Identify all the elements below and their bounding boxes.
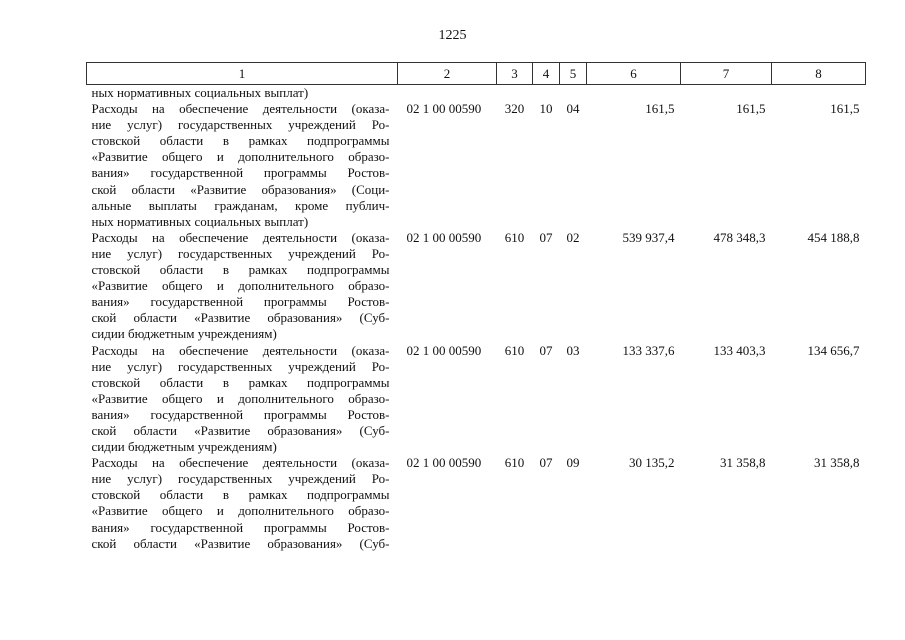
desc-line: стовской области в рамках подпрограммы: [91, 133, 390, 149]
header-col-7: 7: [681, 63, 772, 85]
desc-line: стовской области в рамках подпрограммы: [91, 262, 390, 278]
row-amount-6: 133 337,6: [622, 342, 675, 358]
row-col-4: 07: [539, 229, 553, 245]
row-amount-7: 161,5: [736, 101, 766, 117]
row-description: [87, 101, 398, 230]
desc-line: ской области «Развитие образования» (Соци-: [91, 181, 390, 197]
row-col-3: 610: [504, 342, 525, 358]
row-description: [87, 455, 398, 552]
budget-table: [86, 62, 866, 552]
header-col-1: 1: [87, 63, 398, 85]
table-row: [87, 230, 866, 343]
desc-line: «Развитие общего и дополнительного образо-: [91, 278, 390, 294]
desc-line: сидии бюджетным учреждениям): [91, 326, 277, 342]
row-amount-8: 161,5: [830, 101, 860, 117]
row-amount-8: 454 188,8: [807, 229, 860, 245]
desc-line: ской области «Развитие образования» (Суб-: [91, 422, 390, 438]
header-col-6: 6: [587, 63, 681, 85]
row-col-3: 320: [504, 101, 525, 117]
row-col-4: 07: [539, 455, 553, 471]
desc-line: ных нормативных социальных выплат): [91, 85, 309, 100]
desc-line: стовской области в рамках подпрограммы: [91, 374, 390, 390]
row-amount-7: 31 358,8: [720, 455, 766, 471]
header-col-5: 5: [560, 63, 587, 85]
row-amount-8: 134 656,7: [807, 342, 860, 358]
row-col-5: 04: [566, 101, 580, 117]
desc-line: стовской области в рамках подпрограммы: [91, 487, 390, 503]
desc-line: сидии бюджетным учреждениям): [91, 439, 277, 455]
row-code: 02 1 00 00590: [406, 342, 482, 358]
desc-line: ние услуг) государственных учреждений Ро-: [91, 245, 390, 261]
row-amount-6: 161,5: [645, 101, 675, 117]
row-col-4: 10: [539, 101, 553, 117]
desc-line: вания» государственной программы Ростов-: [91, 519, 390, 535]
row-amount-6: 30 135,2: [629, 455, 675, 471]
header-col-8: 8: [772, 63, 866, 85]
row-code: 02 1 00 00590: [406, 455, 482, 471]
desc-line: ской области «Развитие образования» (Суб-: [91, 310, 390, 326]
header-col-2: 2: [398, 63, 497, 85]
row-code: 02 1 00 00590: [406, 101, 482, 117]
desc-line: ние услуг) государственных учреждений Ро-: [91, 117, 390, 133]
header-col-3: 3: [497, 63, 533, 85]
row-description: [87, 343, 398, 456]
row-col-5: 03: [566, 342, 580, 358]
desc-line: ние услуг) государственных учреждений Ро-: [91, 358, 390, 374]
desc-line: вания» государственной программы Ростов-: [91, 294, 390, 310]
desc-line: вания» государственной программы Ростов-: [91, 165, 390, 181]
row-amount-7: 478 348,3: [713, 229, 766, 245]
row-col-4: 07: [539, 342, 553, 358]
desc-line: Расходы на обеспечение деятельности (оказа-: [91, 229, 390, 245]
page-number: 1225: [438, 28, 467, 43]
table-body: [87, 85, 866, 552]
row-col-3: 610: [504, 455, 525, 471]
row-amount-8: 31 358,8: [814, 455, 860, 471]
table-row: [87, 343, 866, 456]
continuation-text: [87, 85, 398, 102]
header-col-4: 4: [533, 63, 560, 85]
row-code: 02 1 00 00590: [406, 229, 482, 245]
desc-line: «Развитие общего и дополнительного образо-: [91, 503, 390, 519]
table-row: [87, 101, 866, 230]
desc-line: ние услуг) государственных учреждений Ро-: [91, 471, 390, 487]
continuation-row: [87, 85, 866, 102]
desc-line: альные выплаты гражданам, кроме публич-: [91, 197, 390, 213]
desc-line: вания» государственной программы Ростов-: [91, 406, 390, 422]
row-col-3: 610: [504, 229, 525, 245]
desc-line: Расходы на обеспечение деятельности (оказа-: [91, 342, 390, 358]
desc-line: Расходы на обеспечение деятельности (оказа-: [91, 101, 390, 117]
row-description: [87, 230, 398, 343]
row-col-5: 09: [566, 455, 580, 471]
desc-line: Расходы на обеспечение деятельности (оказа-: [91, 455, 390, 471]
row-amount-6: 539 937,4: [622, 229, 675, 245]
row-amount-7: 133 403,3: [713, 342, 766, 358]
desc-line: «Развитие общего и дополнительного образо-: [91, 149, 390, 165]
desc-line: «Развитие общего и дополнительного образо-: [91, 390, 390, 406]
desc-line: ных нормативных социальных выплат): [91, 213, 309, 229]
table-row: [87, 455, 866, 552]
desc-line: ской области «Развитие образования» (Суб-: [91, 535, 390, 551]
row-col-5: 02: [566, 229, 580, 245]
header-row: [87, 63, 866, 85]
